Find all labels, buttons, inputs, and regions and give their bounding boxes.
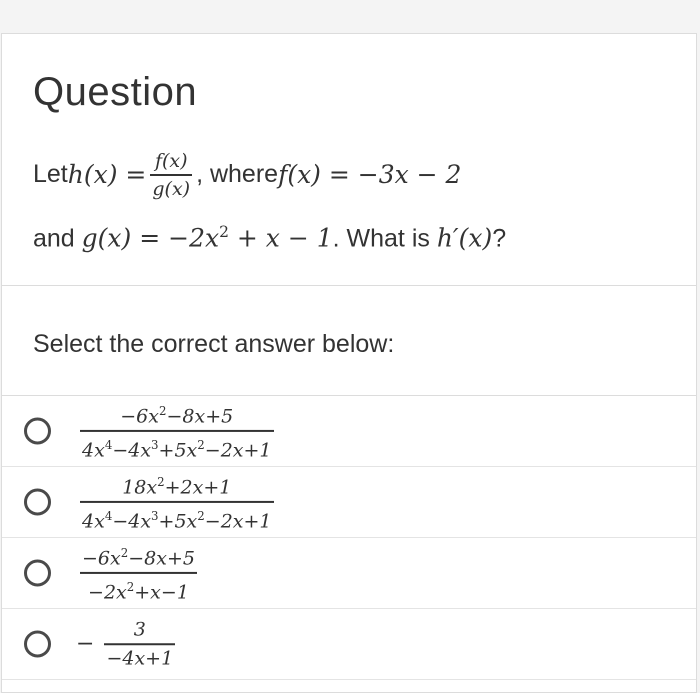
radio-button[interactable] [24, 418, 51, 445]
h-fraction-denominator: g(x) [152, 177, 191, 200]
option-numerator: $-6x^2-8x+5$ [120, 403, 234, 428]
answer-option-2[interactable] [2, 467, 696, 538]
h-fraction-numerator: f(x) [154, 150, 188, 172]
what-is-text: . What is [332, 224, 437, 253]
answer-option-1[interactable] [2, 396, 696, 467]
question-lead-text: Let [33, 160, 68, 189]
question-mark: ? [492, 224, 507, 253]
question-text-line-1 [33, 150, 461, 200]
option-numerator: 3 [133, 618, 146, 641]
option-fraction [80, 400, 274, 462]
g-definition-rest: + x − 1 [228, 223, 333, 253]
answer-prompt: Select the correct answer below: [33, 330, 395, 358]
h-prime: h′(x) [436, 223, 493, 253]
fraction-bar [80, 430, 274, 432]
fraction-bar [104, 643, 175, 645]
option-fraction [104, 618, 175, 670]
option-numerator: $18x^2+2x+1$ [122, 474, 232, 499]
option-denominator: $-2x^2+x-1$ [88, 579, 189, 604]
option-fraction [80, 471, 274, 533]
h-fraction [150, 150, 192, 200]
and-text: and [33, 224, 82, 253]
option-denominator: $4x^4-4x^3+5x^2-2x+1$ [82, 437, 272, 462]
option-denominator: −4x+1 [106, 646, 174, 669]
answer-option-4[interactable] [2, 609, 696, 680]
option-expression [76, 400, 278, 462]
option-expression [76, 542, 201, 604]
fraction-bar [80, 572, 197, 574]
answer-options [2, 396, 696, 680]
g-definition-lhs: g(x) = −2x [81, 223, 220, 253]
radio-button[interactable] [24, 489, 51, 516]
radio-button[interactable] [24, 631, 51, 658]
question-text-line-2 [33, 223, 506, 253]
option-numerator: $-6x^2-8x+5$ [82, 545, 195, 570]
h-definition: h(x) = [67, 160, 147, 190]
fraction-bar [80, 501, 274, 503]
question-heading: Question [33, 70, 198, 114]
option-expression [76, 618, 179, 670]
question-card [1, 33, 697, 693]
f-definition: f(x) = −3x − 2 [278, 160, 462, 190]
g-exponent: 2 [219, 223, 229, 241]
radio-button[interactable] [24, 560, 51, 587]
answer-option-3[interactable] [2, 538, 696, 609]
option-expression [76, 471, 278, 533]
question-section [2, 34, 696, 286]
fraction-bar [150, 174, 192, 176]
option-denominator: $4x^4-4x^3+5x^2-2x+1$ [82, 508, 272, 533]
where-text: , where [196, 160, 279, 189]
negative-sign: − [76, 631, 95, 657]
prompt-section [2, 286, 696, 396]
option-fraction [80, 542, 197, 604]
